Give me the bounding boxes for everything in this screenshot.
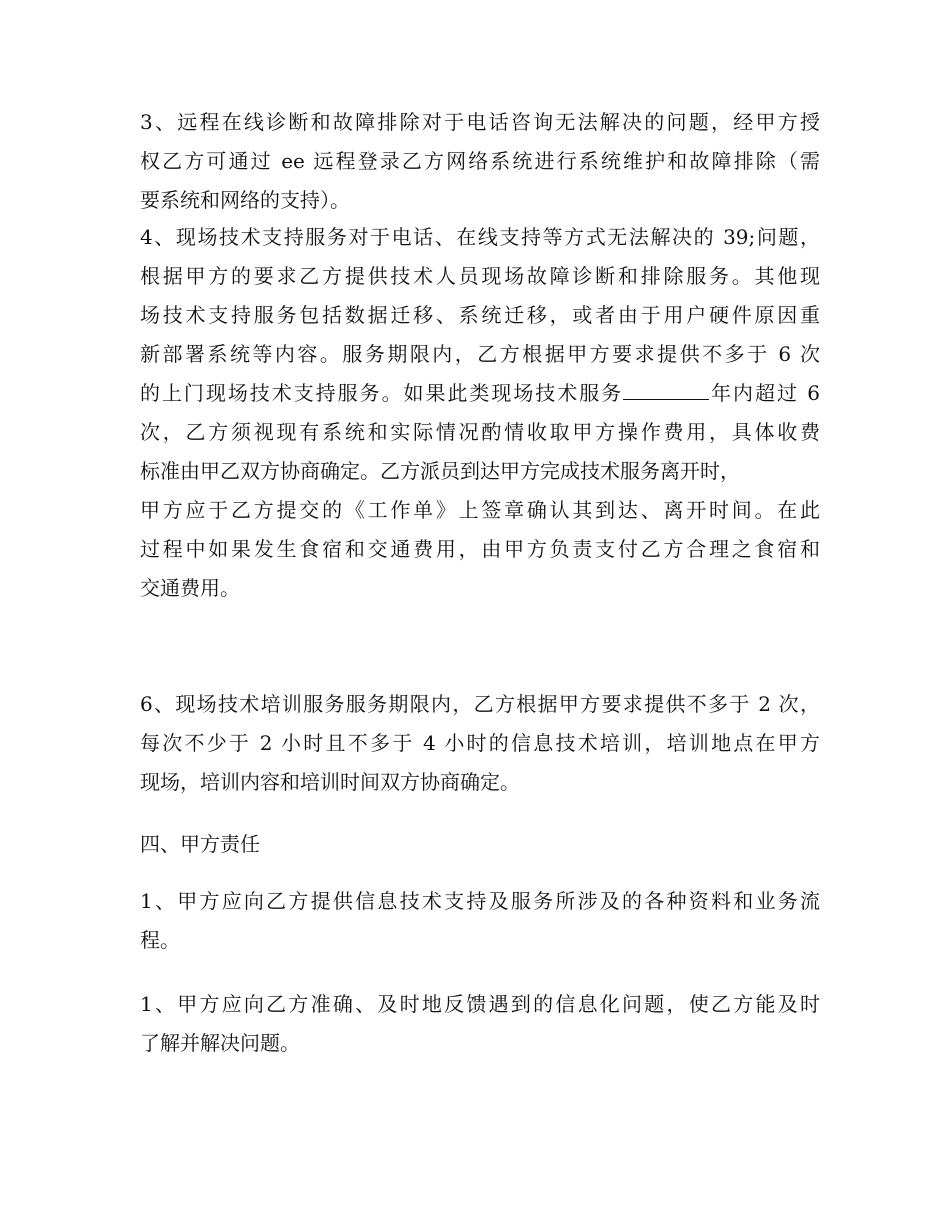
text-line: 3、远程在线诊断和故障排除对于电话咨询无法解决的问题，经甲方授 — [140, 110, 820, 134]
text-line: 现场，培训内容和培训时间双方协商确定。 — [140, 770, 520, 794]
text-line: 交通费用。 — [140, 576, 240, 600]
section-heading-text: 四、甲方责任 — [140, 832, 260, 856]
text-segment: 的上门现场技术支持服务。如果此类现场技术服务 — [140, 381, 624, 405]
text-line: 甲方应于乙方提交的《工作单》上签章确认其到达、离开时间。在此 — [140, 498, 820, 522]
text-line: 6、现场技术培训服务服务期限内，乙方根据甲方要求提供不多于 2 次， — [140, 692, 820, 716]
text-line: 4、现场技术支持服务对于电话、在线支持等方式无法解决的 39;问题， — [140, 225, 820, 249]
text-line: 1、甲方应向乙方准确、及时地反馈遇到的信息化问题，使乙方能及时 — [140, 992, 820, 1016]
fill-in-blank — [623, 377, 709, 400]
paragraph-party-a-materials — [140, 882, 820, 960]
text-line: 标准由甲乙双方协商确定。乙方派员到达甲方完成技术服务离开时， — [140, 459, 740, 483]
text-line: 每次不少于 2 小时且不多于 4 小时的信息技术培训，培训地点在甲方 — [140, 731, 820, 755]
paragraph-remote-diagnosis — [140, 103, 820, 220]
text-line: 程。 — [140, 928, 180, 952]
text-line: 次，乙方须视现有系统和实际情况酌情收取甲方操作费用，具体收费 — [140, 420, 820, 444]
text-line: 过程中如果发生食宿和交通费用，由甲方负责支付乙方合理之食宿和 — [140, 537, 820, 561]
text-line: 1、甲方应向乙方提供信息技术支持及服务所涉及的各种资料和业务流 — [140, 889, 820, 913]
text-line: 新部署系统等内容。服务期限内，乙方根据甲方要求提供不多于 6 次 — [140, 342, 820, 366]
text-line-with-blank — [140, 374, 820, 413]
text-line: 权乙方可通过 ee 远程登录乙方网络系统进行系统维护和故障排除（需 — [140, 149, 820, 173]
text-line: 根据甲方的要求乙方提供技术人员现场故障诊断和排除服务。其他现 — [140, 264, 820, 288]
text-line: 了解并解决问题。 — [140, 1031, 300, 1055]
paragraph-party-a-feedback — [140, 985, 820, 1063]
paragraph-onsite-support — [140, 218, 820, 608]
section-heading — [140, 825, 820, 864]
text-segment: 年内超过 6 — [709, 381, 820, 405]
paragraph-onsite-training — [140, 685, 820, 802]
text-line: 要系统和网络的支持）。 — [140, 188, 350, 212]
text-line: 场技术支持服务包括数据迁移、系统迁移，或者由于用户硬件原因重 — [140, 303, 820, 327]
